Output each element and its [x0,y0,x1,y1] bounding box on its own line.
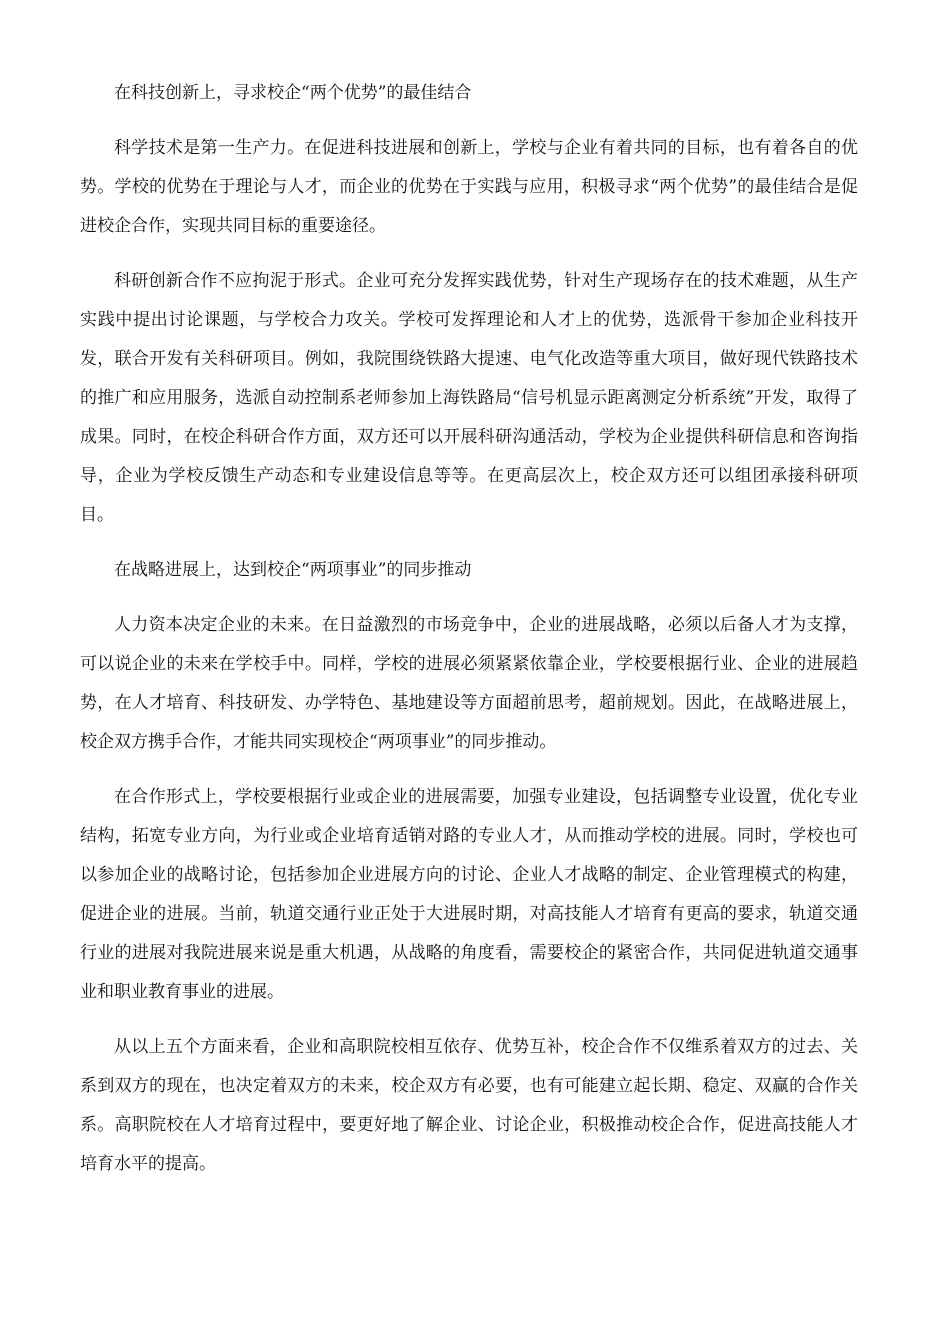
section-heading-tech-innovation: 在科技创新上，寻求校企“两个优势”的最佳结合 [114,83,472,103]
document-body [80,74,858,1200]
paragraph: 从以上五个方面来看，企业和高职院校相互依存、优势互补，校企合作不仅维系着双方的过去、关系到双方的现在，也决定着双方的未来，校企双方有必要，也有可能建立起长期、稳定、双赢的合作关系。高职院校在人才培育过程中，要更好地了解企业、讨论企业，积极推动校企合作，促进高技能人才培育水平的提高。 [80,1037,858,1174]
paragraph: 人力资本决定企业的未来。在日益激烈的市场竞争中，企业的进展战略，必须以后备人才为支撑，可以说企业的未来在学校手中。同样，学校的进展必须紧紧依靠企业，学校要根据行业、企业的进展趋势，在人才培育、科技研发、办学特色、基地建设等方面超前思考，超前规划。因此，在战略进展上，校企双方携手合作，才能共同实现校企“两项事业”的同步推动。 [80,615,858,752]
paragraph: 科研创新合作不应拘泥于形式。企业可充分发挥实践优势，针对生产现场存在的技术难题，从生产实践中提出讨论课题，与学校合力攻关。学校可发挥理论和人才上的优势，选派骨干参加企业科技开发，联合开发有关科研项目。例如，我院围绕铁路大提速、电气化改造等重大项目，做好现代铁路技术的推广和应用服务，选派自动控制系老师参加上海铁路局“信号机显示距离测定分析系统”开发，取得了成果。同时，在校企科研合作方面，双方还可以开展科研沟通活动，学校为企业提供科研信息和咨询指导，企业为学校反馈生产动态和专业建设信息等等。在更高层次上，校企双方还可以组团承接科研项目。 [80,271,858,525]
paragraph: 科学技术是第一生产力。在促进科技进展和创新上，学校与企业有着共同的目标，也有着各自的优势。学校的优势在于理论与人才，而企业的优势在于实践与应用，积极寻求“两个优势”的最佳结合是促进校企合作，实现共同目标的重要途径。 [80,138,858,236]
paragraph: 在合作形式上，学校要根据行业或企业的进展需要，加强专业建设，包括调整专业设置，优化专业结构，拓宽专业方向，为行业或企业培育适销对路的专业人才，从而推动学校的进展。同时，学校也可以参加企业的战略讨论，包括参加企业进展方向的讨论、企业人才战略的制定、企业管理模式的构建，促进企业的进展。当前，轨道交通行业正处于大进展时期，对高技能人才培育有更高的要求，轨道交通行业的进展对我院进展来说是重大机遇，从战略的角度看，需要校企的紧密合作，共同促进轨道交通事业和职业教育事业的进展。 [80,787,858,1002]
section-heading-strategy: 在战略进展上，达到校企“两项事业”的同步推动 [114,560,472,580]
